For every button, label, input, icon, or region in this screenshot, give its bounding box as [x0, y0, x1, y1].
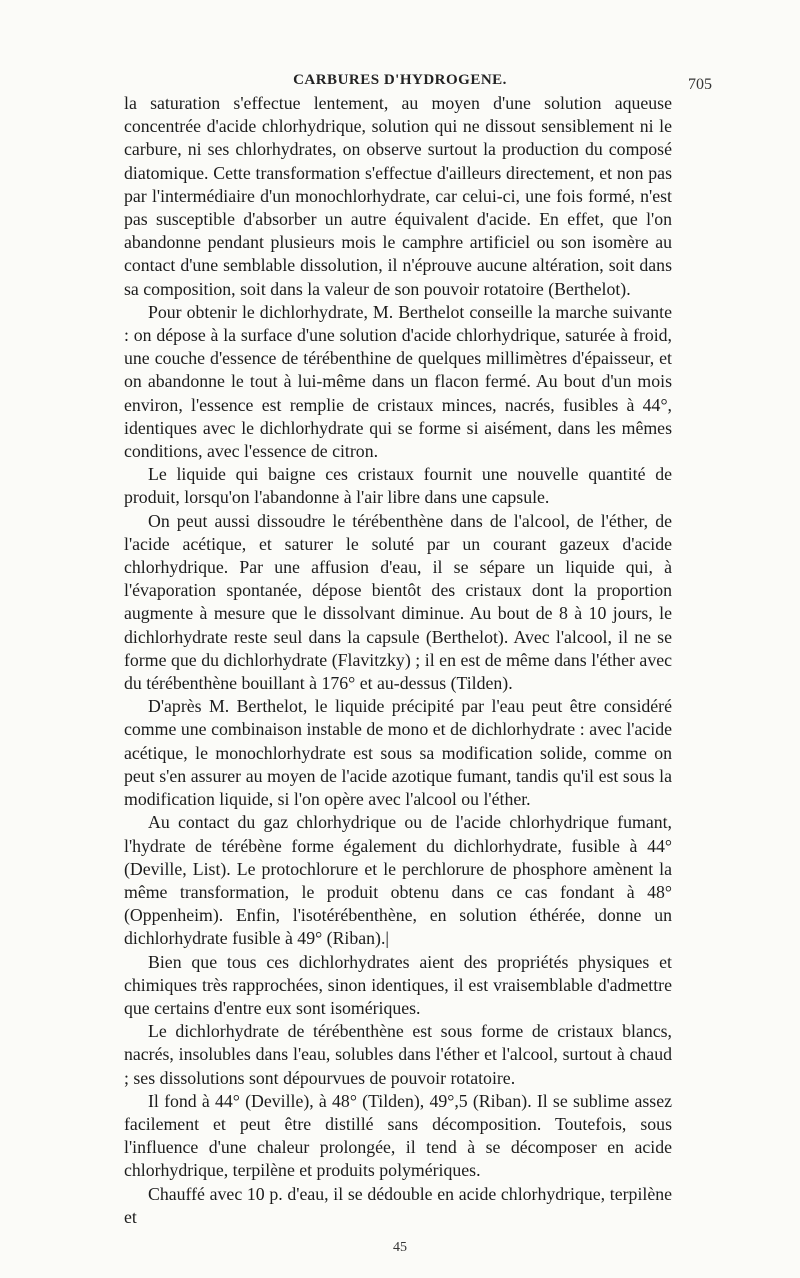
page-number: 705: [688, 76, 712, 93]
paragraph: Bien que tous ces dichlorhydrates aient des propriétés physiques et chimiques très rapprochées, sinon identiques, il est vraisemblable d'admettre que certains d'entre eux sont isomériques.: [124, 951, 672, 1018]
running-title: CARBURES D'HYDROGENE.: [293, 72, 507, 88]
signature-mark: 45: [393, 1240, 407, 1255]
paragraph: Le dichlorhydrate de térébenthène est sous forme de cristaux blancs, nacrés, insolubles dans l'eau, solubles dans l'éther et l'alcool, surtout à chaud ; ses dissolutions sont dépourvues de pouvoir rotatoire.: [124, 1021, 672, 1088]
paragraph: Le liquide qui baigne ces cristaux fournit une nouvelle quantité de produit, lorsqu'on l'abandonne à l'air libre dans une capsule.: [124, 464, 672, 508]
paragraph: D'après M. Berthelot, le liquide précipité par l'eau peut être considéré comme une combinaison instable de mono et de dichlorhydrate : avec l'acide acétique, le monochlorhydrate est sous sa modification solide, comme on peut s'en assurer au moyen de l'acide azotique fumant, tandis qu'il est sous la modification liquide, si l'on opère avec l'alcool ou l'éther.: [124, 696, 672, 810]
paragraph: Pour obtenir le dichlorhydrate, M. Berthelot conseille la marche suivante : on dépose à la surface d'une solution d'acide chlorhydrique, saturée à froid, une couche d'essence de térébenthine de quelques millimètres d'épaisseur, et on abandonne le tout à lui-même dans un flacon fermé. Au bout d'un mois environ, l'essence est remplie de cristaux minces, nacrés, fusibles à 44°, identiques avec le dichlorhydrate qui se forme si aisément, dans les mêmes conditions, avec l'essence de citron.: [124, 301, 672, 462]
paragraph: Au contact du gaz chlorhydrique ou de l'acide chlorhydrique fumant, l'hydrate de térébène forme également du dichlorhydrate, fusible à 44° (Deville, List). Le protochlorure et le perchlorure de phosphore amènent la même transformation, le produit obtenu dans ce cas fondant à 48° (Oppenheim). Enfin, l'isotérébenthène, en solution éthérée, donne un dichlorhydrate fusible à 49° (Riban).|: [124, 812, 672, 949]
paragraph: Il fond à 44° (Deville), à 48° (Tilden), 49°,5 (Riban). Il se sublime assez facilement et peut être distillé sans décomposition. Toutefois, sous l'influence d'une chaleur prolongée, il tend à se décomposer en acide chlorhydrique, terpilène et produits polymériques.: [124, 1090, 672, 1181]
paragraph: On peut aussi dissoudre le térébenthène dans de l'alcool, de l'éther, de l'acide acétique, et saturer le soluté par un courant gazeux d'acide chlorhydrique. Par une affusion d'eau, il se sépare un liquide qui, à l'évaporation spontanée, dépose bientôt des cristaux dont la proportion augmente à mesure que le dissolvant diminue. Au bout de 8 à 10 jours, le dichlorhydrate reste seul dans la capsule (Berthelot). Avec l'alcool, il ne se forme que du dichlorhydrate (Flavitzky) ; il en est de même dans l'éther avec du térébenthène bouillant à 176° et au-dessus (Tilden).: [124, 510, 672, 694]
paragraph: Chauffé avec 10 p. d'eau, il se dédouble en acide chlorhydrique, terpilène et: [124, 1183, 672, 1227]
paragraph: la saturation s'effectue lentement, au moyen d'une solution aqueuse concentrée d'acide chlorhydrique, solution qui ne dissout sensiblement ni le carbure, ni ses chlorhydrates, on observe surtout la production du composé diatomique. Cette transformation s'effectue d'ailleurs directement, et non pas par l'intermédiaire d'un monochlorhydrate, car celui-ci, une fois formé, n'est pas susceptible d'absorber un autre équivalent d'acide. En effet, que l'on abandonne pendant plusieurs mois le camphre artificiel ou son isomère au contact d'une semblable dissolution, il n'éprouve aucune altération, soit dans sa composition, soit dans la valeur de son pouvoir rotatoire (Berthelot).: [124, 93, 672, 299]
body-text: [124, 92, 672, 1229]
